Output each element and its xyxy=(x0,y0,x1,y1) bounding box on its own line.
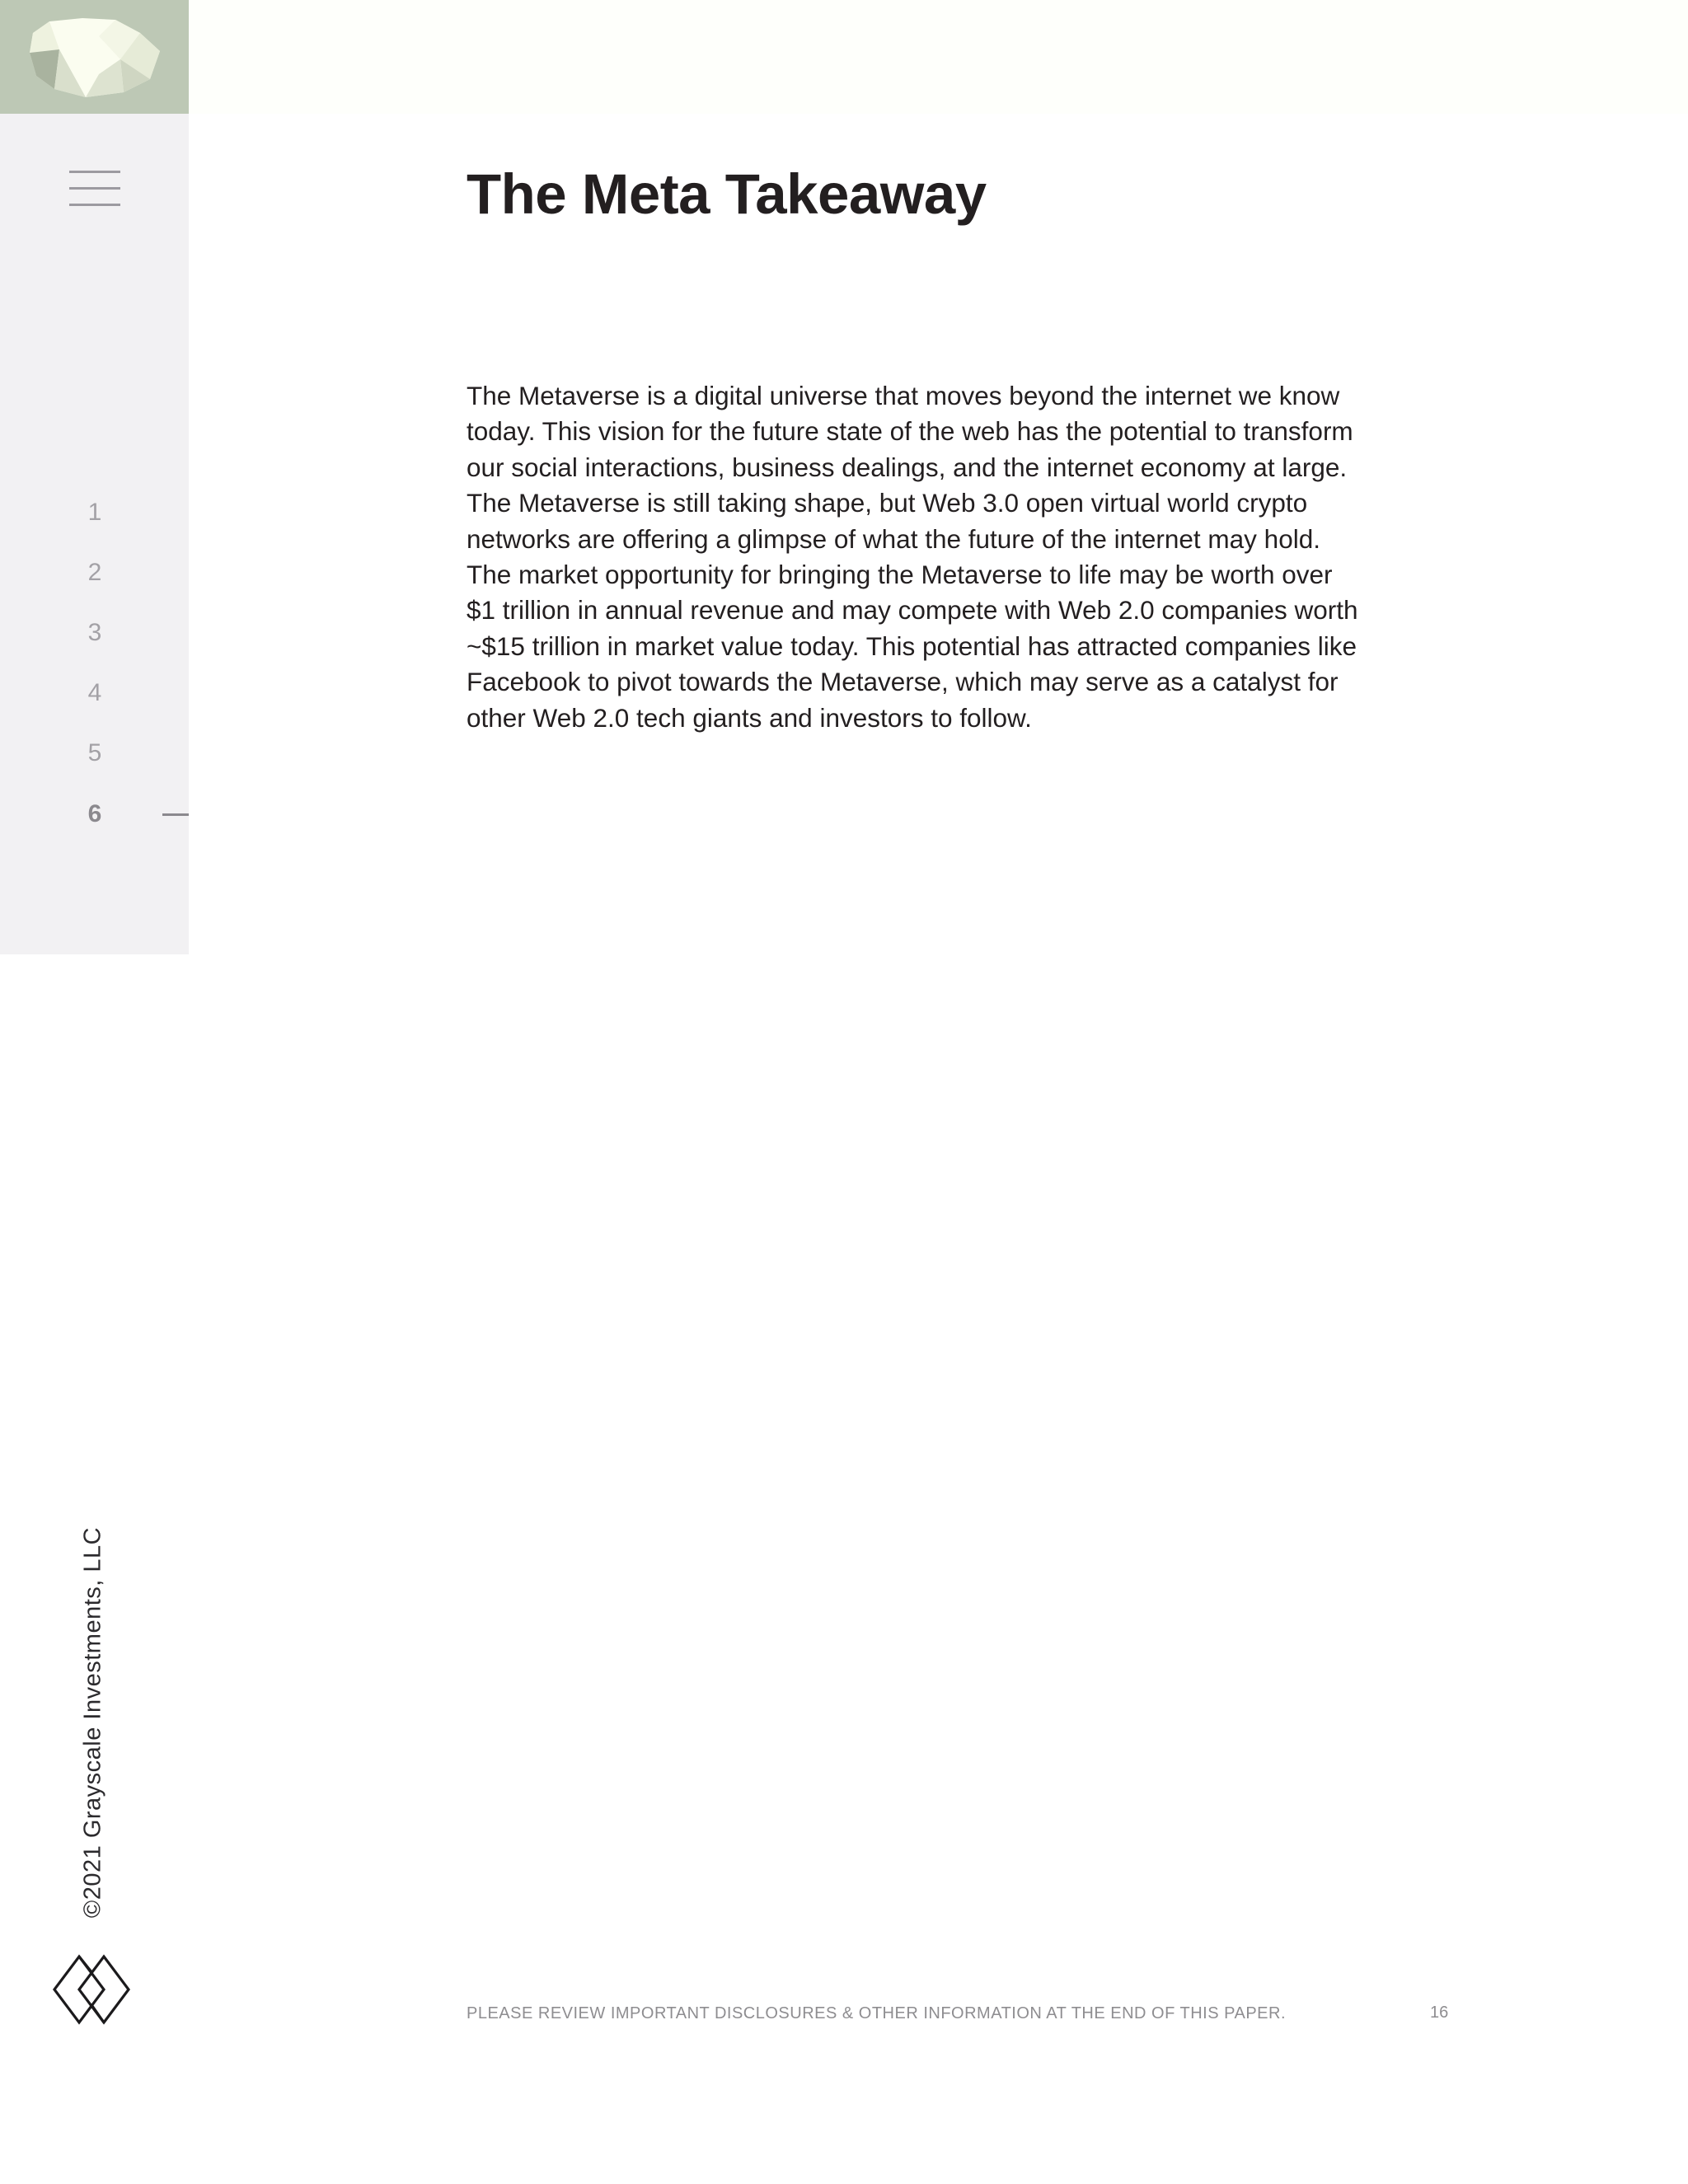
section-nav-item-6[interactable]: 6 xyxy=(87,800,102,827)
grayscale-logo-icon xyxy=(51,1952,134,2027)
section-nav-item-2[interactable]: 2 xyxy=(87,559,102,586)
header-band xyxy=(189,0,1688,114)
section-nav-item-4[interactable]: 4 xyxy=(87,679,102,706)
active-section-indicator xyxy=(162,813,189,816)
section-nav-item-5[interactable]: 5 xyxy=(87,739,102,766)
section-nav-item-3[interactable]: 3 xyxy=(87,619,102,646)
cover-thumbnail[interactable] xyxy=(0,0,189,114)
menu-button[interactable] xyxy=(69,168,120,208)
page-title: The Meta Takeaway xyxy=(467,162,987,226)
footer-disclaimer: PLEASE REVIEW IMPORTANT DISCLOSURES & OTHER INFORMATION AT THE END OF THIS PAPER. xyxy=(467,2004,1286,2022)
section-nav-item-1[interactable]: 1 xyxy=(87,499,102,526)
rock-illustration xyxy=(0,0,189,114)
body-paragraph: The Metaverse is a digital universe that moves beyond the internet we know today. This vision for the future state of the web has the potential to transform our social interactions, business dealings, and the internet economy at large. The Metaverse is still taking shape, but Web 3.0 open virtual world crypto networks are offering a glimpse of what the future of the internet may hold. The market opportunity for bringing the Metaverse to life may be worth over $1 trillion in annual revenue and may compete with Web 2.0 companies worth ~$15 trillion in market value today. This potential has attracted companies like Facebook to pivot towards the Metaverse, which may serve as a catalyst for other Web 2.0 tech giants and investors to follow. xyxy=(467,381,1358,733)
copyright-text: ©2021 Grayscale Investments, LLC xyxy=(79,1526,106,1919)
sidebar xyxy=(0,0,189,954)
page-number: 16 xyxy=(1430,2004,1449,2022)
